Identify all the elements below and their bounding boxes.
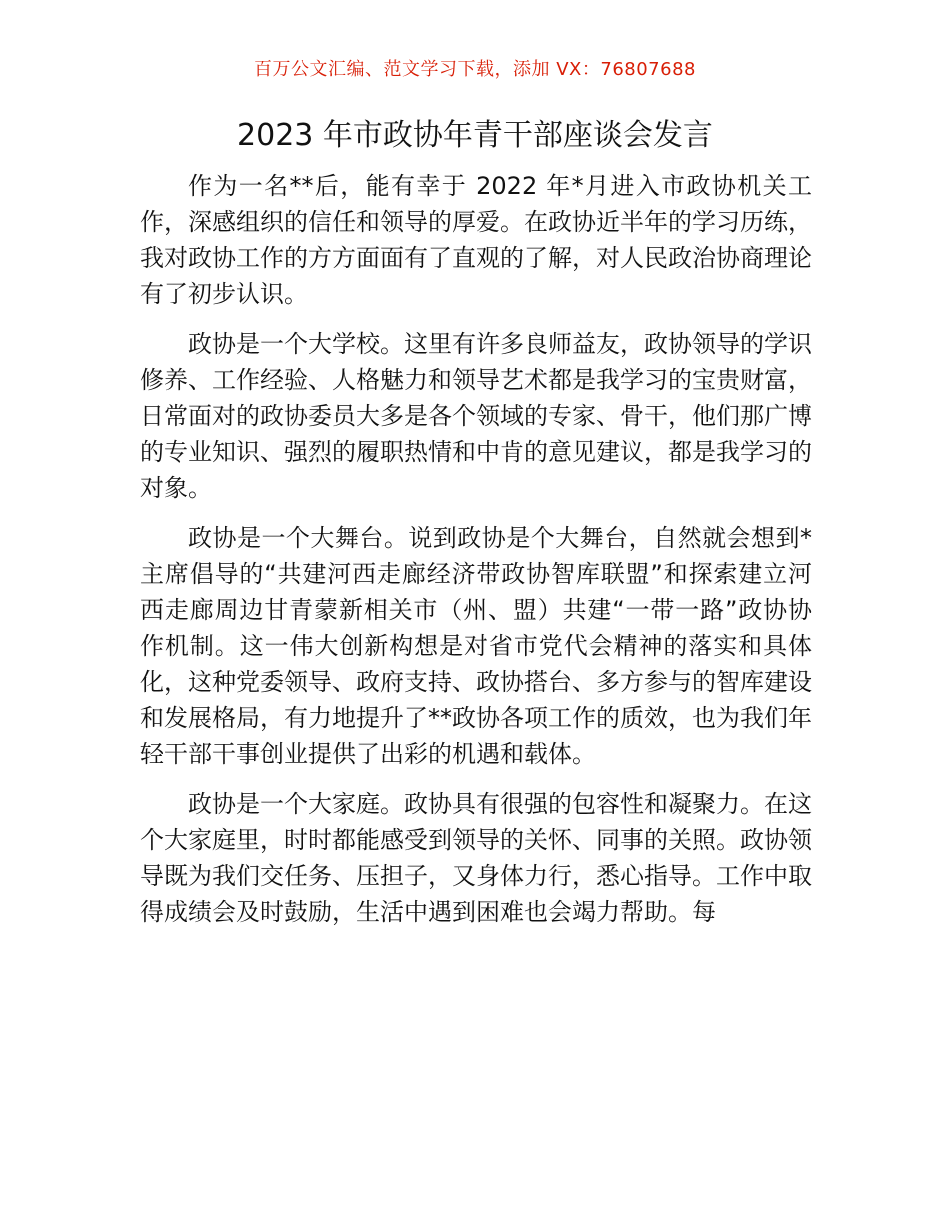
document-title: 2023 年市政协年青干部座谈会发言 (237, 118, 713, 153)
paragraph-big-family: 政协是一个大家庭。政协具有很强的包容性和凝聚力。在这个大家庭里，时时都能感受到领导的关怀、同事的关照。政协领导既为我们交任务、压担子，又身体力行，悉心指导。工作中取得成绩会及时鼓励，生活中遇到困难也会竭力帮助。每 (140, 790, 812, 926)
paragraph-big-stage: 政协是一个大舞台。说到政协是个大舞台，自然就会想到*主席倡导的“共建河西走廊经济带政协智库联盟”和探索建立河西走廊周边甘青蒙新相关市（州、盟）共建“一带一路”政协协作机制。这一伟大创新构想是对省市党代会精神的落实和具体化，这种党委领导、政府支持、政协搭台、多方参与的智库建设和发展格局，有力地提升了**政协各项工作的质效，也为我们年轻干部干事创业提供了出彩的机遇和载体。 (140, 524, 812, 768)
paragraph-big-school: 政协是一个大学校。这里有许多良师益友，政协领导的学识修养、工作经验、人格魅力和领导艺术都是我学习的宝贵财富，日常面对的政协委员大多是各个领域的专家、骨干，他们那广博的专业知识、强烈的履职热情和中肯的意见建议，都是我学习的对象。 (140, 330, 812, 502)
document-body (140, 168, 812, 944)
paragraph-intro: 作为一名**后，能有幸于 2022 年*月进入市政协机关工作，深感组织的信任和领导的厚爱。在政协近半年的学习历练，我对政协工作的方方面面有了直观的了解，对人民政治协商理论有了初步认识。 (140, 172, 812, 308)
watermark-header: 百万公文汇编、范文学习下载，添加 VX：76807688 (254, 59, 696, 80)
